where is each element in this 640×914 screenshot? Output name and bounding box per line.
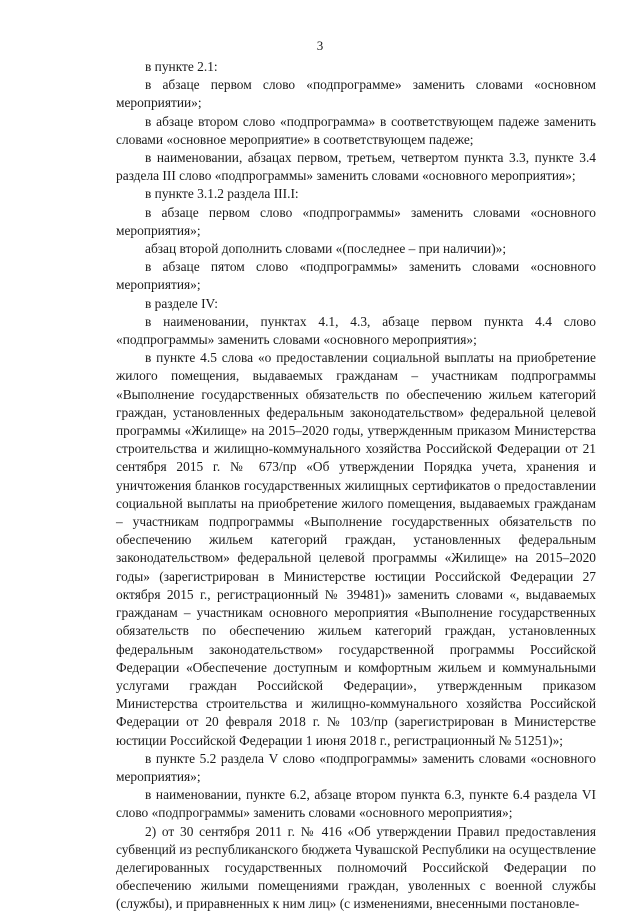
paragraph: в абзаце первом слово «подпрограммы» заменить словами «основного мероприятия»; [116,204,596,238]
paragraph: 2) от 30 сентября 2011 г. № 416 «Об утверждении Правил предоставления субвенций из республиканского бюджета Чувашской Республики на осуществление делегированных государственных полномочий Российской Федерации по обеспечению жилыми помещениями граждан, уволенных с военной службы (службы), и приравненных к ним лиц» (с изменениями, внесенными постановле- [116,823,596,912]
page-number: 3 [316,38,324,53]
paragraph: в абзаце втором слово «подпрограмма» в соответствующем падеже заменить словами «основное мероприятие» в соответствующем падеже; [116,113,596,147]
paragraph: в пункте 4.5 слова «о предоставлении социальной выплаты на приобретение жилого помещения, выдаваемых гражданам – участникам подпрограммы «Выполнение государственных обязательств по обеспечению жильем категорий граждан, установленных федеральным законодательством» федеральной целевой программы «Жилище» на 2015–2020 годы, утвержденным приказом Министерства строительства и жилищно-коммунального хозяйства Российской Федерации от 21 сентября 2015 г. № 673/пр «Об утверждении Порядка учета, хранения и уничтожения бланков государственных жилищных сертификатов о предоставлении социальной выплаты на приобретение жилого помещения, выдаваемых гражданам – участникам подпрограммы «Выполнение государственных обязательств по обеспечению жильем категорий граждан, установленных федеральным законодательством» федеральной целевой программы «Жилище» на 2015–2020 годы» (зарегистрирован в Министерстве юстиции Российской Федерации 27 октября 2015 г., регистрационный № 39481)» заменить словами «, выдаваемых гражданам – участникам основного мероприятия «Выполнение государственных обязательств по обеспечению жильем категорий граждан, установленных федеральным законодательством» государственной программы Российской Федерации «Обеспечение доступным и комфортным жильем и коммунальными услугами граждан Российской Федерации», утвержденным приказом Министерства строительства и жилищно-коммунального хозяйства Российской Федерации от 20 февраля 2018 г. № 103/пр (зарегистрирован в Министерстве юстиции Российской Федерации 1 июня 2018 г., регистрационный № 51251)»; [116,350,596,748]
paragraph: в наименовании, пунктах 4.1, 4.3, абзаце первом пункта 4.4 слово «подпрограммы» заменить словами «основного мероприятия»; [116,313,596,348]
paragraph: в разделе IV: [145,295,218,311]
paragraph: в пункте 3.1.2 раздела III.I: [145,186,299,202]
paragraph: в наименовании, пункте 6.2, абзаце втором пункта 6.3, пункте 6.4 раздела VI слово «подпрограммы» заменить словами «основного мероприятия»; [116,787,596,821]
paragraph: абзац второй дополнить словами «(последнее – при наличии)»; [145,241,507,257]
paragraph: в пункте 5.2 раздела V слово «подпрограммы» заменить словами «основного мероприятия»; [116,750,596,784]
paragraph: в абзаце первом слово «подпрограмме» заменить словами «основном мероприятии»; [116,77,596,111]
paragraph: в наименовании, абзацах первом, третьем, четвертом пункта 3.3, пункте 3.4 раздела III слово «подпрограммы» заменить словами «основного мероприятия»; [116,150,596,184]
paragraph: в абзаце пятом слово «подпрограммы» заменить словами «основного мероприятия»; [116,259,596,293]
document-body [116,58,596,914]
paragraph: в пункте 2.1: [145,59,218,74]
